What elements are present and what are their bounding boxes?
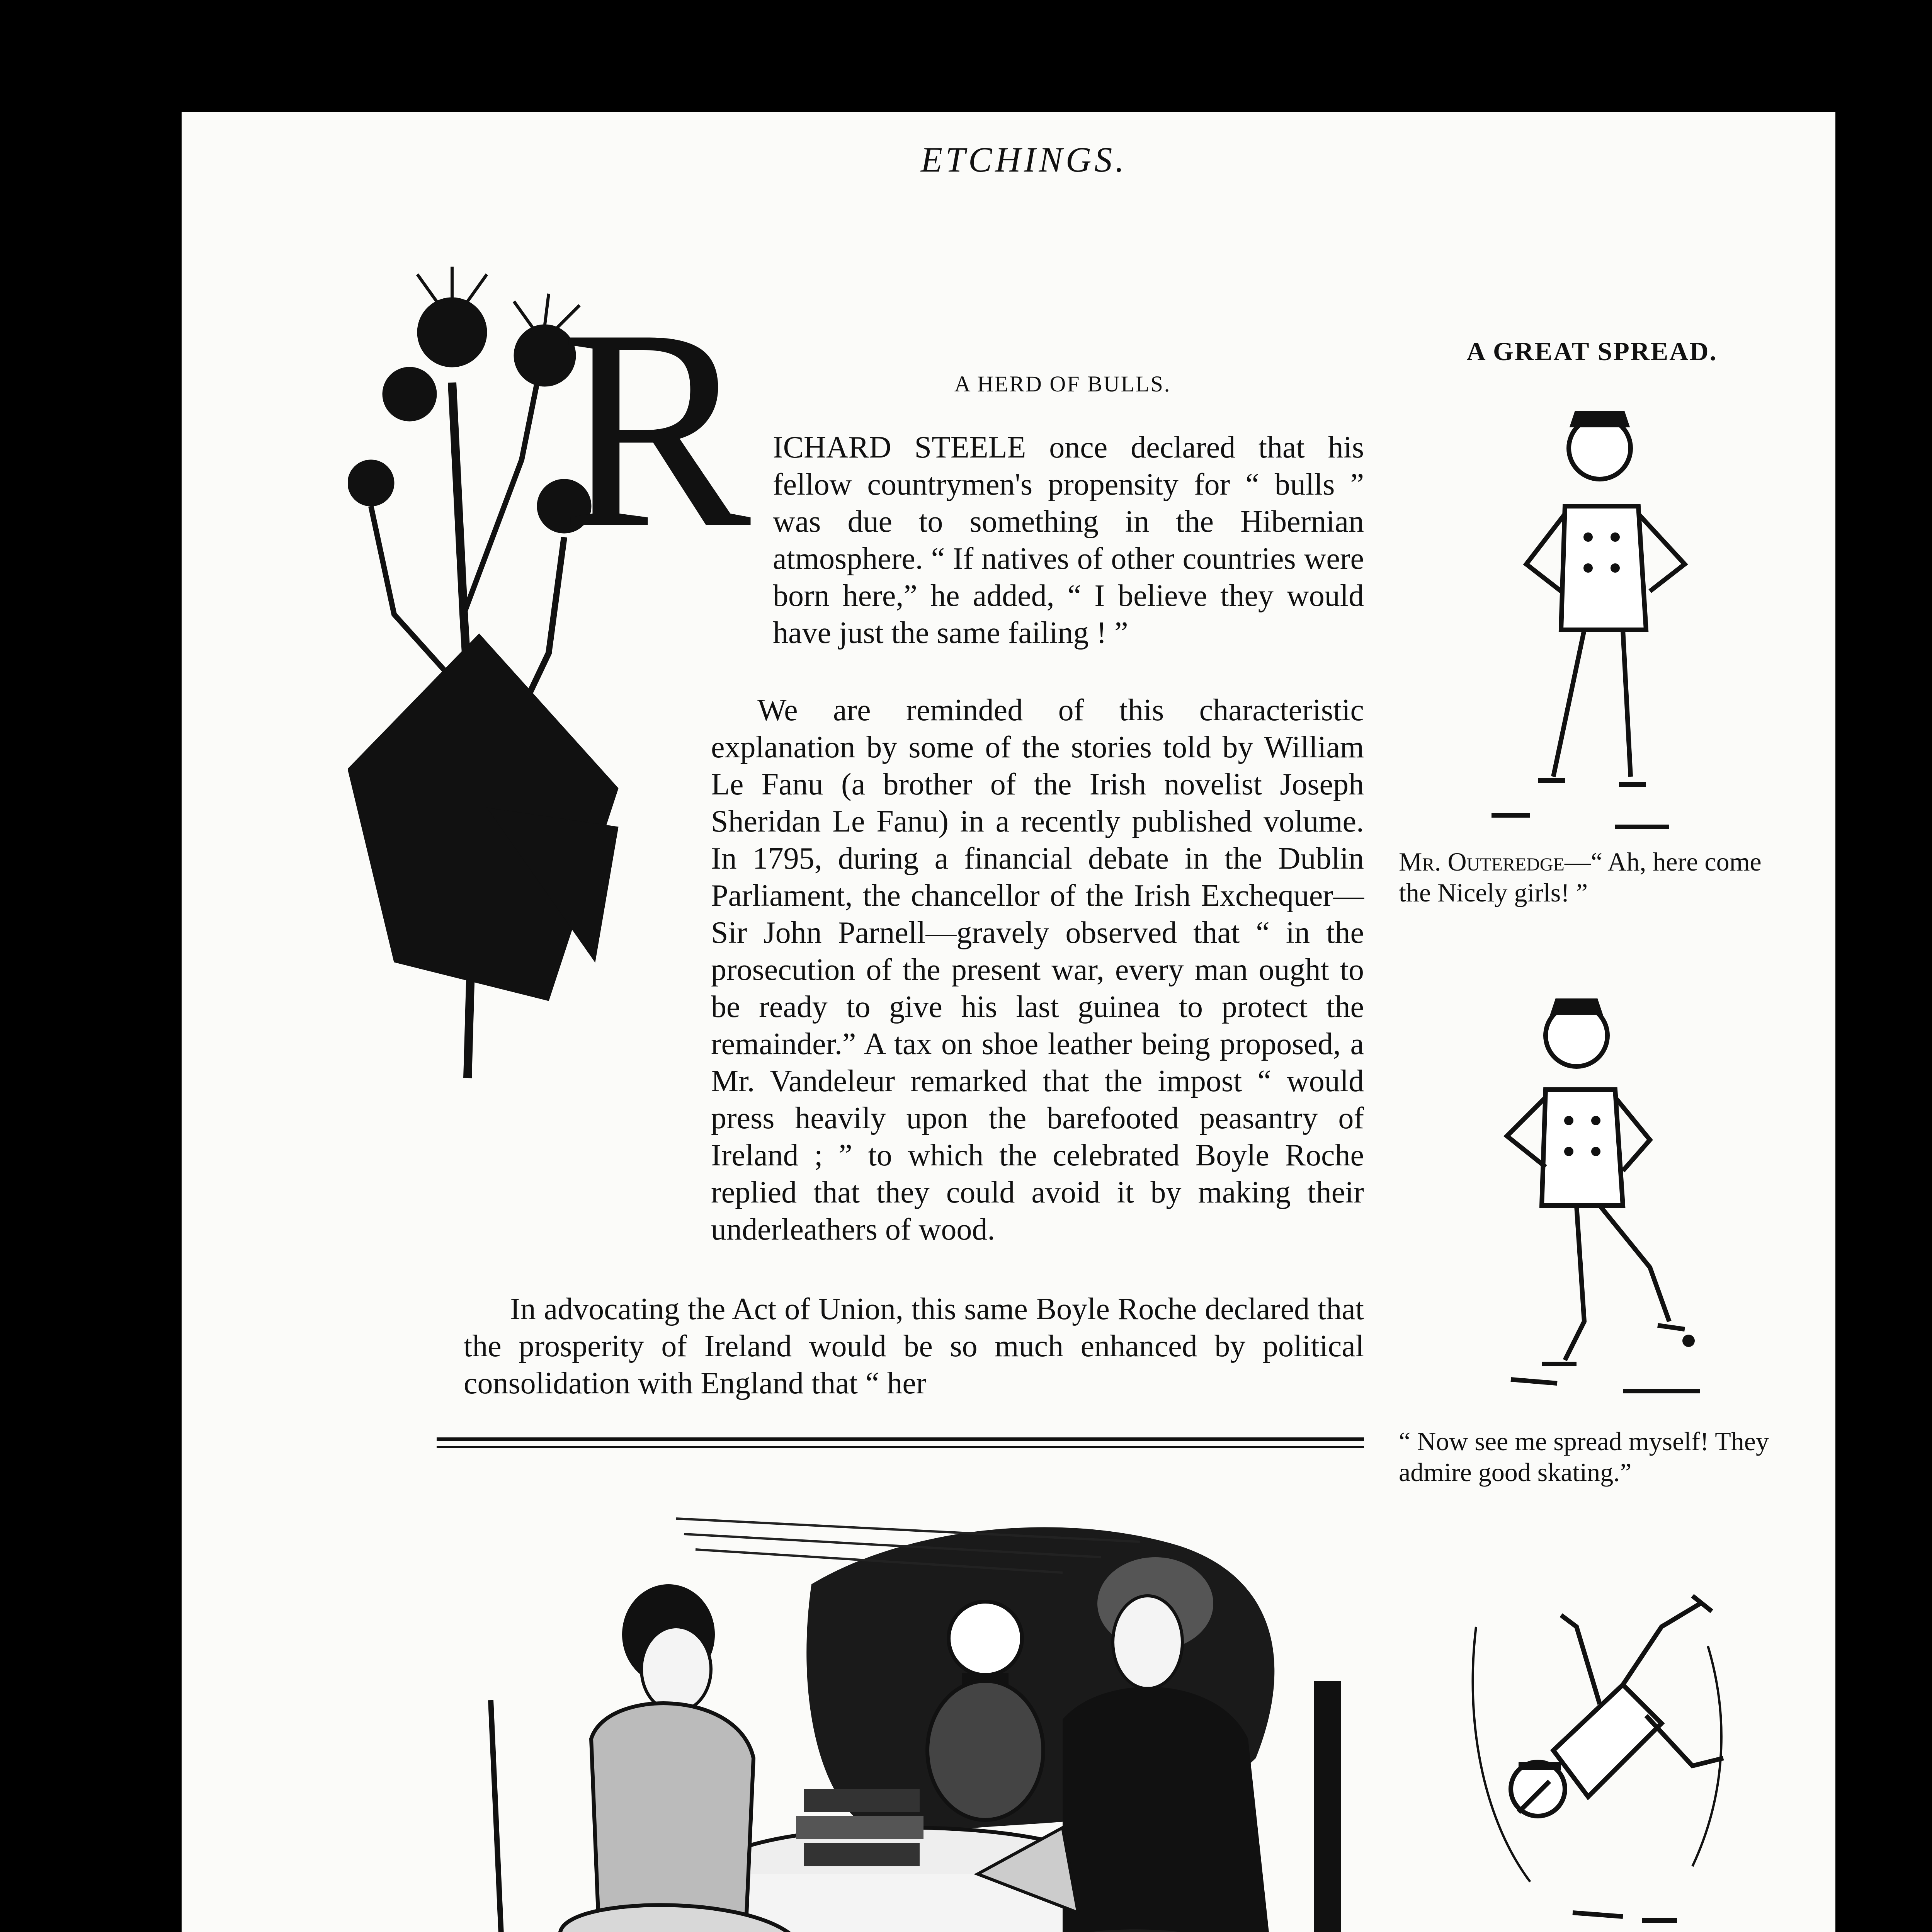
article-paragraph-1: ICHARD STEELE once declared that his fellow countrymen's propensity for “ bulls ” was due to something in the Hibernian atmosphere. “ If natives of other countries were born here,” he added, “ I believe they would have just the same failing ! ” [773,430,1364,650]
skater-frame-3-illustration [1461,1549,1739,1932]
drop-cap: R [560,270,751,587]
parlor-cartoon-illustration [444,1488,1372,1932]
sidebar-caption-2: “ Now see me spread myself! They admire good skating.” [1399,1427,1769,1487]
skater-frame-1-illustration [1468,390,1731,842]
running-head: ETCHINGS. [920,140,1128,179]
article-opening [773,429,1364,651]
sidebar-caption-1 [1399,846,1789,908]
article-continued [464,1291,1364,1402]
article-title: A HERD OF BULLS. [954,371,1171,396]
article-paragraph-2: We are reminded of this characteristic explanation by some of the stories told by William Le Fanu (a brother of the Irish novelist Joseph Sheridan Le Fanu) in a recently published volume. In 1795, during a financial debate in the Dublin Parliament, the chancellor of the Irish Exchequer—Sir John Parnell—gravely observed that “ in the prosecution of the present war, every man ought to be ready to give his last guinea to protect the remainder.” A tax on shoe leather being proposed, a Mr. Vandeleur remarked that the impost “ would press heavily upon the barefooted peasantry of Ireland ; ” to which the celebrated Boyle Roche replied that they could avoid it by making their underleathers of wood. [711,693,1364,1247]
skater-frame-2-illustration [1468,974,1731,1410]
sidebar-title: A GREAT SPREAD. [1466,337,1718,366]
outeredge-dialogue-1: —“ Ah, here come the Nicely girls! ” [1399,847,1762,907]
article-paragraph-3: In advocating the Act of Union, this same Boyle Roche declared that the prosperity of Ireland would be so much enhanced by political consolidation with England that “ her [464,1292,1364,1400]
article-body [711,692,1364,1248]
speaker-mr-outeredge: Mr. Outeredge [1399,847,1565,876]
section-divider [437,1437,1364,1448]
